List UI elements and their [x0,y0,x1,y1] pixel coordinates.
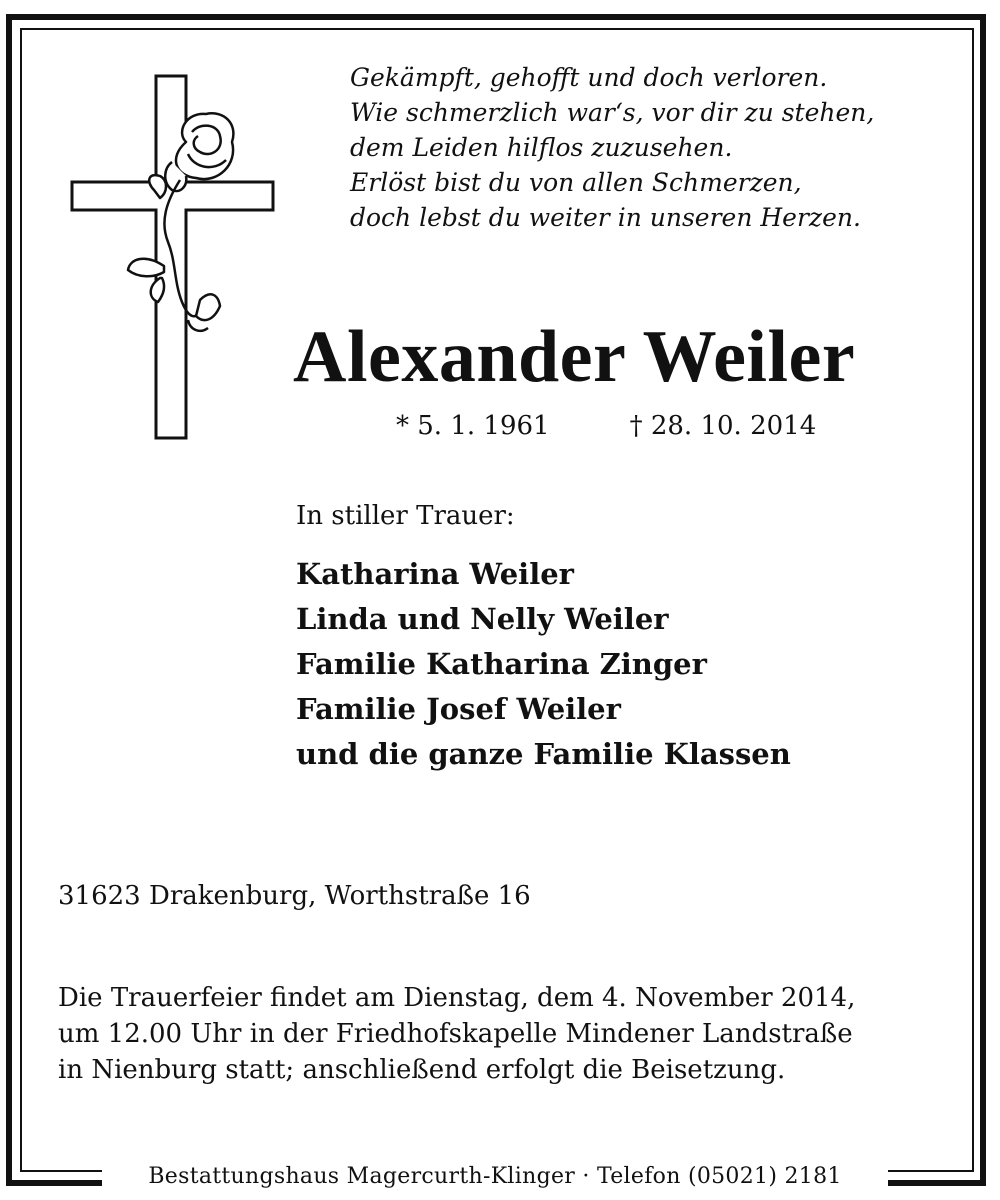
family-address: 31623 Drakenburg, Worthstraße 16 [58,881,531,911]
funeral-notice-line: in Nienburg statt; anschließend erfolgt die Beisetzung. [58,1055,786,1085]
mourning-label: In stiller Trauer: [296,501,515,531]
memorial-poem [350,60,970,235]
cross-with-rose-icon [68,72,278,442]
funeral-home-footer: Bestattungshaus Magercurth-Klinger · Telefon (05021) 2181 [102,1162,888,1200]
poem-line: doch lebst du weiter in unseren Herzen. [350,203,861,232]
mourner-name: Familie Katharina Zinger [296,647,707,681]
funeral-notice-line: um 12.00 Uhr in der Friedhofskapelle Mindener Landstraße [58,1019,853,1049]
funeral-notice [58,980,958,1088]
deceased-name: Alexander Weiler [293,316,856,398]
mourner-name: Linda und Nelly Weiler [296,602,669,636]
mourner-name: und die ganze Familie Klassen [296,737,791,771]
birth-date: * 5. 1. 1961 [396,411,550,441]
funeral-notice-line: Die Trauerfeier findet am Dienstag, dem 4. November 2014, [58,983,856,1013]
mourner-name: Familie Josef Weiler [296,692,621,726]
mourners-list [296,552,791,777]
poem-line: dem Leiden hilflos zuzusehen. [350,133,733,162]
poem-line: Gekämpft, gehofft und doch verloren. [350,63,828,92]
poem-line: Wie schmerzlich war‘s, vor dir zu stehen, [350,98,875,127]
life-dates [396,408,816,444]
death-date: † 28. 10. 2014 [629,411,817,441]
poem-line: Erlöst bist du von allen Schmerzen, [350,168,802,197]
mourner-name: Katharina Weiler [296,557,574,591]
